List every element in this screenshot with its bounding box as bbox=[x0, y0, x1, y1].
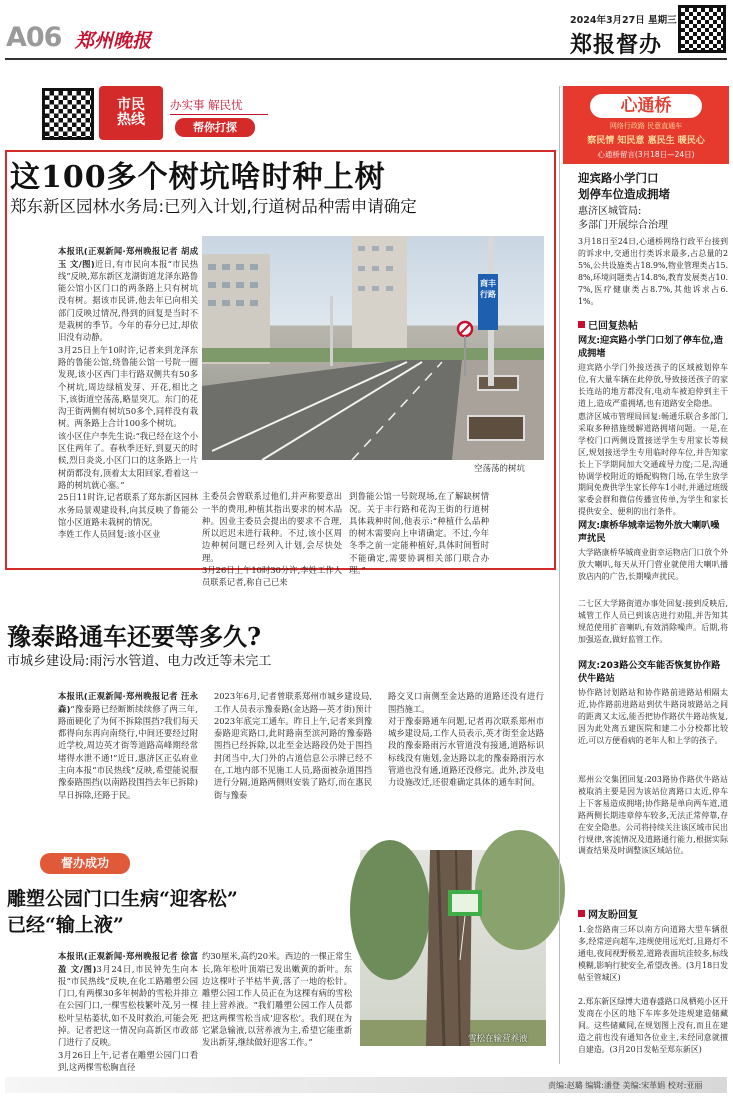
post3-question-label: 网友:203路公交车能否恢复协作路伏牛路站 bbox=[578, 660, 721, 684]
section-title: 郑报督办 bbox=[570, 33, 663, 58]
sidebar-article-subhead: 惠济区城管局: 多部门开展综合治理 bbox=[578, 206, 668, 231]
hotline-button[interactable]: 帮你打探 bbox=[175, 118, 255, 137]
article2-column-2 bbox=[214, 678, 372, 828]
post1-question-text: 迎宾路小学门外接送孩子的区域被划停车位,有大量车辆在此停放,导致接送孩子的家长连站的地方都没有,电动车被迫停到主干道上,造成严重拥堵,也有道路安全隐患。 bbox=[578, 363, 728, 408]
post3-question-text: 协作路讨划路站和协作路前进路站相隔太近,协作路前进路站到伏牛路岗坡路站之间的距离又太远,能否把协作路伏牛路站恢复,因为此处离五建医院和建二小分校都比较近,可以方便看病的老年人和上学的孩子。 bbox=[578, 688, 728, 745]
article1-photo bbox=[202, 236, 544, 460]
article3-byline: 本报讯(正观新闻·郑州晚报记者 徐富盈 文/图) bbox=[58, 951, 198, 974]
section-marker-icon bbox=[578, 910, 585, 917]
article2-subhead: 市城乡建设局:雨污水管道、电力改迁等未完工 bbox=[7, 654, 272, 669]
cedar-tree-illustration bbox=[360, 850, 546, 1046]
article2-headline: 豫泰路通车还要等多久? bbox=[7, 622, 262, 651]
post2-answer-text: 二七区大学路街道办事处回复:接到反映后,城管工作人员已到该店进行劝阻,并告知其规范使用扩音喇叭,有效消除噪声。后期,将加强巡查,做好监管工作。 bbox=[578, 599, 728, 644]
sidebar-logo-sub2: 察民情 知民意 惠民生 暖民心 bbox=[587, 136, 705, 146]
article3-headline-line2: 已经“输上液” bbox=[7, 914, 124, 936]
article2-col1-text: “豫泰路已经断断续续修了两三年,路面硬化了为何不拆除围挡?我们每天都得向东再向南绕行,中间还要经过附近学校,周边英才街等道路高峰期经常堵得水泄不通!”近日,惠济区正弘府业主向本报“市民热线”反映,希望能说服豫泰路围挡(以南路段围挡去年已拆除)早日拆除,还路于民。 bbox=[58, 703, 198, 800]
sidebar-logo-sub1: 网络行政路 民意直通车 bbox=[609, 122, 683, 130]
article2-column-1 bbox=[58, 678, 198, 828]
article1-col1-text: 近日,有市民向本报“市民热线”反映,郑东新区龙湖街道龙泽东路鲁能公馆小区门口的两条路上只有树坑没有树。据该市民讲,他去年已向相关部门反映过情况,得到的回复是当时不是栽树的季节。今年的春分已过,却依旧没有动静。 3月25日上午10时许,记者来到龙泽东路的鲁能公馆,绕鲁能公馆一号院一圈发现,该小区西门丰行路双侧共有50多个树坑,周边绿植发芽、开花,相比之下,该街道空荡荡,略显突兀。东门的花沟王街两侧有树坑50多个,同样没有栽树。两条路上合计100多个树坑。 该小区住户李先生说:“我已经在这个小区住两年了。春秋季还好,到夏天的时候,烈日炎炎,小区门口的这条路上一片树荫都没有,顶着太太阳回家,看着这一路的树坑就心塞。” 25日11时许,记者联系了郑东新区园林水务局景观建设科,向其反映了鲁能公馆小区道路未栽树的情况。 李姓工作人员回复:该小区业 bbox=[58, 258, 198, 540]
article3-column-2 bbox=[202, 938, 352, 1058]
article2-column-3 bbox=[388, 678, 544, 828]
street-scene-illustration bbox=[202, 236, 544, 460]
article3-photo-caption: 雪松在输营养液 bbox=[468, 1034, 528, 1044]
article1-col3-text: 到鲁能公馆一号院现场,在了解缺树情况。关于丰行路和花沟王街的行道树具体栽种时间,他表示:“种植什么品种的树木需要向上申请确定。不过,今年冬季之前一定能种植好,具体时间暂时不能确定,需要协调相关部门联合办理。” bbox=[349, 491, 489, 576]
wait2-text: 2.郑东新区绿博大道春盛路口凤栖苑小区开发商在小区的地下车库多处违规建造储藏间。这些储藏间,在规划图上没有,而且在建造之前也没有通知各位业主,未经同意就擅自建造。(3月20日发帖至郑东新区) bbox=[578, 997, 728, 1054]
sidebar-logo-text: 心通桥 bbox=[590, 94, 702, 118]
article1-column-3 bbox=[349, 478, 489, 576]
footer-credits: 责编:赵璐 编辑:潘登 美编:宋革娟 校对:亚丽 bbox=[548, 1081, 703, 1090]
hotline-slogan: 办实事 解民忧 bbox=[170, 98, 243, 112]
street-sign-text: 商丰行路 bbox=[480, 279, 496, 299]
article2-col2-text: 2023年6月,记者曾联系郑州市城乡建设局,工作人员表示豫泰路(金达路—英才街)预计2023年底完工通车。昨日上午,记者来到豫泰路迎宾路口,此时路南至滨河路的豫泰路围挡已经拆除,以北至金达路段仍处于围挡封闭当中,大门外的占道信息公示牌已经不在,工地内部不见施工人员,路面被杂道围挡进行分隔,道路两侧则安装了路灯,而在惠民街与豫泰 bbox=[214, 691, 372, 800]
article1-subhead: 郑东新区园林水务局:已列入计划,行道树品种需申请确定 bbox=[10, 197, 417, 216]
sidebar-divider bbox=[559, 86, 560, 1064]
sidebar-period: 心通桥留言(3月18日—24日) bbox=[597, 150, 695, 159]
sidebar-article-headline: 迎宾路小学门口 划停车位造成拥堵 bbox=[578, 171, 670, 201]
sidebar-section-waiting bbox=[578, 906, 638, 921]
article2-byline: 本报讯(正观新闻·郑州晚报记者 汪永森) bbox=[58, 691, 198, 714]
sidebar-section-replied-label: 已回复热帖 bbox=[588, 321, 638, 332]
article3-headline-line1: 雕塑公园门口生病“迎客松” bbox=[7, 888, 238, 910]
section-marker-icon bbox=[578, 321, 585, 328]
article3-col2-text: 约30厘米,高约20米。西边的一棵正常生长,陈年松叶顶端已发出嫩黄的新叶。东边这棵叶子半枯半黄,落了一地的松针。雕塑公园工作人员正在为这棵有病的雪松挂上营养液。“我们雕塑公园工作人员都把这两棵雪松当成‘迎客松’。我们现在为它紧急输液,以营养液为主,希望它能重新发出新芽,继续做好迎客工作。” bbox=[202, 951, 352, 1048]
post2-question-label: 网友:康桥华城幸运物外放大喇叭噪声扰民 bbox=[578, 520, 720, 544]
issue-date: 2024年3月27日 星期三 bbox=[570, 15, 677, 26]
article1-byline: 本报讯(正观新闻·郑州晚报记者 胡成玉 文/图) bbox=[58, 246, 198, 269]
article1-col2-text: 主委员会曾联系过他们,并声称要意出一半的费用,种植其指出要求的树木品种。因业主委员会提出的要求不合理,所以迟迟未进行栽种。不过,该小区周边种树问题已经列入计划,会尽快处理。 3月26日上午10时30分许,李姓工作人员联系记者,称自己已来 bbox=[202, 491, 342, 588]
masthead-rule bbox=[5, 58, 727, 60]
masthead-qr-code bbox=[678, 5, 726, 53]
sidebar-stats-text: 3月18日至24日,心通桥网络行政平台接到的诉求中,交通出行类诉求最多,占总量的25%,公共设施类占18.9%,物业管理类占15.8%,环境问题类占14.8%,教育发展类占10.7%,医疗健康类占8.7%,其他诉求占6.1%。 bbox=[578, 237, 728, 306]
post3-answer-text: 郑州公交集团回复:203路协作路伏牛路站被取消主要是因为该站位离路口太近,停车上下客易造成拥堵;协作路是单向两车道,道路两侧长期违章停车较多,无法正常停靠,存在安全隐患。公司将持续关注该区域市民出行规律,客流情况及道路通行能力,根据实际调查结果及时调整该区域站位。 bbox=[578, 775, 728, 856]
post1-answer-text: 惠济区城市管理局回复:畅通乐联合多部门,采取多种措施缓解道路拥堵问题。一是,在学校门口两侧设置接送学生专用家长等候区,规划接送学生专用临时停车位,并告知家长上下学期间加大交通疏导力度;二是,沟通协调学校附近的婚配购物门场,在学生放学期间免费供学生家长停车1小时,并通过班级家委会群和微信传播宣传单,为学生和家长提供安全、便利的出行条件。 bbox=[578, 412, 728, 517]
wait1-text: 1.金岱路南三环以南方向道路大型车辆很多,经常逆向超车,违规使用远光灯,且路灯不通电,夜间视野极差,道路表面坑洼较多,标线模糊,影响行驶安全,希望改善。(3月18日发帖至管城区) bbox=[578, 925, 728, 982]
sidebar-logo bbox=[563, 86, 729, 164]
article3-col1-text: 3月24日,市民钟先生向本报“市民热线”反映,在化工路雕塑公园门口,有两棵30多年树龄的雪松并排立在公园门口,一棵雪松枝繁叶茂,另一棵松叶呈枯萎状,如不及时救治,可能会死掉。记者把这一情况向高新区市政部门进行了反映。 3月26日上午,记者在雕塑公园门口看到,这两棵雪松胸直径 bbox=[58, 963, 198, 1072]
article1-photo-caption: 空荡荡的树坑 bbox=[474, 464, 526, 474]
post2-question-text: 大学路康桥华城商业街幸运物店门口放个外放大喇叭,每天从开门营业就使用大喇叭播放店内的广告,长期噪声扰民。 bbox=[578, 548, 728, 581]
article1-column-1 bbox=[58, 233, 198, 555]
hotline-logo bbox=[99, 86, 163, 140]
article3-photo bbox=[360, 850, 546, 1046]
sidebar-section-replied bbox=[578, 317, 638, 332]
article3-tag: 督办成功 bbox=[40, 853, 130, 874]
article3-column-1 bbox=[58, 938, 198, 1072]
paper-name: 郑州晚报 bbox=[75, 30, 152, 52]
hotline-slogan-underline bbox=[170, 114, 268, 115]
page-number: A06 bbox=[6, 22, 62, 53]
article1-column-2 bbox=[202, 478, 342, 588]
article1-headline: 这100多个树坑啥时种上树 bbox=[10, 160, 386, 195]
sidebar-section-waiting-label: 网友盼回复 bbox=[588, 910, 638, 921]
post1-question-label: 网友:迎宾路小学门口划了停车位,造成拥堵 bbox=[578, 335, 723, 359]
article2-col3-text: 路交叉口南侧至金达路的道路还没有进行围挡施工。 对于豫泰路通车问题,记者再次联系郑州市城乡建设局,工作人员表示,英才街至金达路段的豫泰路雨污水管道没有接通,道路标识标线没有施划,金达路以北的豫泰路雨污水管道也没有通,道路还没修完。此外,涉及电力设施改迁,还很难确定具体的通车时间。 bbox=[388, 691, 544, 788]
hotline-logo-text: 市民热线 bbox=[117, 97, 145, 128]
hotline-qr-code bbox=[42, 88, 94, 140]
